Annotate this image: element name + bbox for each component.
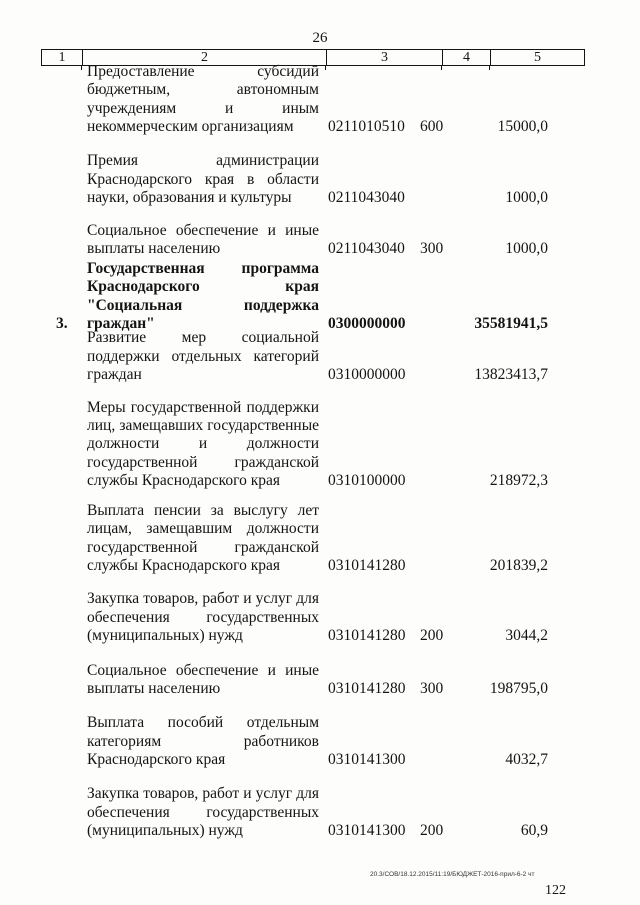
- row-description: Выплата пенсии за выслугу лет лицам, замещавшим должности государственной гражданской службы Краснодарского края: [87, 502, 319, 574]
- row-description: Меры государственной поддержки лиц, замещавших государственные должности и должности государственной гражданской службы Краснодарского края: [87, 398, 319, 489]
- table-row: [0, 783, 640, 840]
- table-row: [0, 400, 640, 490]
- row-expense-type: 200: [420, 821, 444, 839]
- row-description: Премия администрации Краснодарского края в области науки, образования и культуры: [87, 152, 319, 206]
- table-row: [0, 660, 640, 698]
- header-col-4: 4: [442, 50, 490, 65]
- table-row: [0, 260, 640, 333]
- row-amount: 13823413,7: [474, 365, 548, 383]
- row-amount: 198795,0: [489, 679, 548, 697]
- row-description: Закупка товаров, работ и услуг для обеспечения государственных (муниципальных) нужд: [87, 590, 319, 644]
- row-amount: 35581941,5: [474, 314, 548, 332]
- table-row: [0, 63, 640, 136]
- row-amount: 201839,2: [489, 556, 548, 574]
- row-code: 0310141300: [328, 821, 406, 839]
- row-expense-type: 200: [420, 626, 444, 644]
- row-code: 0310141280: [328, 556, 406, 574]
- header-col-3: 3: [326, 50, 442, 65]
- row-code: 0310000000: [328, 365, 406, 383]
- page-number-top: 26: [312, 30, 328, 46]
- row-code: 0300000000: [328, 314, 406, 332]
- document-footer-code: 20.3/СОВ/18.12.2015/11:19/БЮДЖЕТ-2016-прил-6-2 чт: [370, 871, 535, 878]
- row-code: 0211010510: [328, 117, 405, 135]
- row-description: Закупка товаров, работ и услуг для обеспечения государственных (муниципальных) нужд: [87, 785, 319, 839]
- header-col-2: 2: [82, 50, 326, 65]
- table-row: [0, 713, 640, 769]
- row-amount: 1000,0: [505, 188, 548, 206]
- row-expense-type: 600: [420, 117, 444, 135]
- row-description: Развитие мер социальной поддержки отдельных категорий граждан: [87, 329, 319, 383]
- row-code: 0310141300: [328, 750, 406, 768]
- row-code: 0310141280: [328, 626, 406, 644]
- row-amount: 15000,0: [497, 117, 548, 135]
- header-col-5: 5: [490, 50, 584, 65]
- table-row: [0, 329, 640, 384]
- row-description: Государственная программа Краснодарского края "Социальная поддержка граждан": [87, 260, 319, 332]
- table-row: [0, 150, 640, 207]
- row-amount: 218972,3: [489, 471, 548, 489]
- table-row: [0, 503, 640, 575]
- row-description: Социальное обеспечение и иные выплаты населению: [87, 661, 319, 697]
- row-code: 0211043040: [328, 188, 405, 206]
- row-description: Выплата пособий отдельным категориям работников Краснодарского края: [87, 714, 319, 768]
- row-expense-type: 300: [420, 239, 444, 257]
- row-code: 0211043040: [328, 239, 405, 257]
- row-number: 3.: [56, 314, 68, 332]
- row-description: Социальное обеспечение и иные выплаты населению: [87, 221, 319, 257]
- row-description: Предоставление субсидий бюджетным, автономным учреждениям и иным некоммерческим организациям: [87, 63, 319, 135]
- table-row: [0, 588, 640, 645]
- row-amount: 3044,2: [505, 626, 548, 644]
- row-expense-type: 300: [420, 679, 444, 697]
- header-col-1: 1: [58, 50, 66, 65]
- page-number-bottom: 122: [545, 883, 566, 898]
- row-amount: 4032,7: [505, 750, 548, 768]
- row-amount: 1000,0: [505, 239, 548, 257]
- table-row: [0, 222, 640, 258]
- row-amount: 60,9: [520, 821, 548, 839]
- row-code: 0310100000: [328, 471, 406, 489]
- row-code: 0310141280: [328, 679, 406, 697]
